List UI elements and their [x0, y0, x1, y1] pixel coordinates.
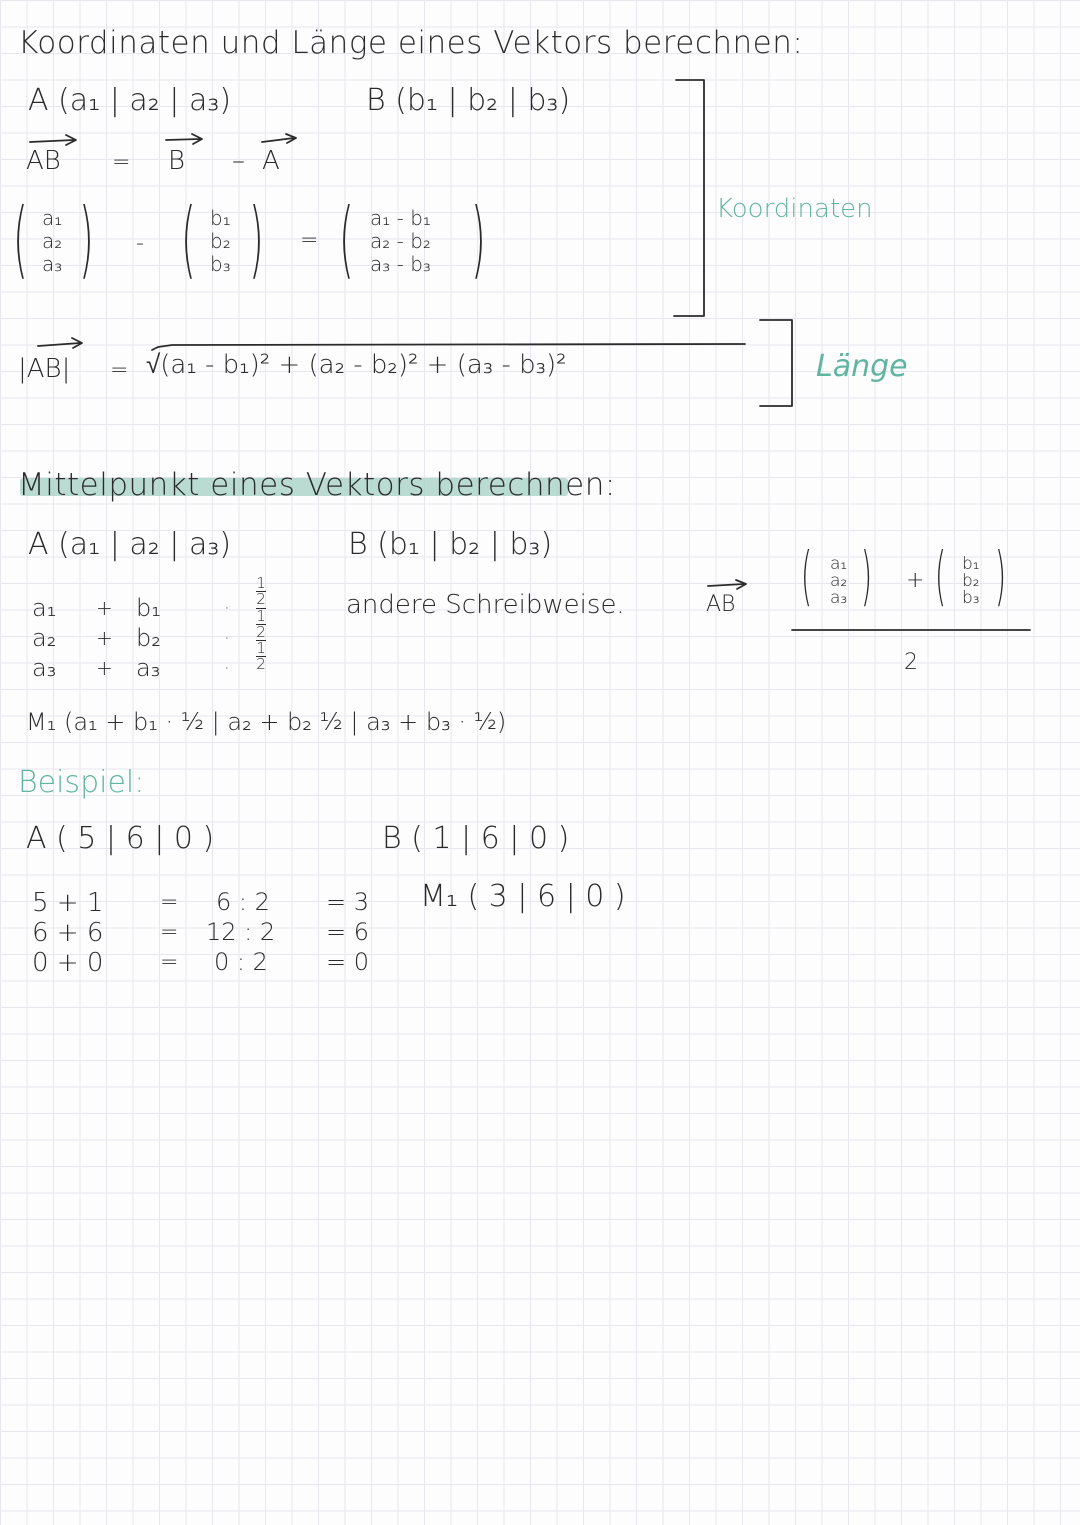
alt-column-b [962, 556, 980, 607]
length-formula: √(a₁ - b₁)² + (a₂ - b₂)² + (a₃ - b₃)² [146, 350, 567, 380]
dot: · [224, 658, 230, 679]
point-a-definition: A (a₁ | a₂ | a₃) [28, 527, 232, 562]
column-b-3: b₃ [210, 252, 231, 276]
dot: · [224, 598, 230, 619]
midpoint-formula: M₁ (a₁ + b₁ · ½ | a₂ + b₂ ½ | a₃ + b₃ · ½) [26, 708, 507, 736]
row-3-op: + [96, 656, 113, 680]
column-vector-a [42, 207, 62, 276]
paren-left: ( [339, 190, 354, 288]
paren-right: ) [860, 540, 873, 614]
row-2-op: + [96, 626, 113, 650]
fraction-denominator: 2 [256, 655, 266, 674]
alt-b-2: b₂ [962, 571, 980, 591]
column-b-1: b₁ [210, 206, 231, 230]
vector-b-label: B [168, 146, 186, 176]
point-a-definition: A (a₁ | a₂ | a₃) [28, 83, 232, 118]
example-point-a: A ( 5 | 6 | 0 ) [26, 821, 215, 856]
alt-column-a [830, 556, 847, 607]
alt-b-1: b₁ [962, 554, 980, 574]
paren-right: ) [79, 190, 94, 288]
section1-title: Koordinaten und Länge eines Vektors berechnen: [18, 25, 804, 61]
example-row-1-div: 6 : 2 [216, 888, 270, 916]
paren-left: ( [934, 540, 947, 614]
example-row-2-eq: = [160, 920, 179, 945]
vector-ab-label: AB [26, 146, 61, 176]
column-b-2: b₂ [210, 229, 231, 253]
row-1-right: b₁ [136, 594, 161, 622]
minus-sign: - [136, 231, 144, 256]
paren-right: ) [471, 190, 486, 288]
row-1-left: a₁ [32, 594, 57, 622]
laenge-bracket [760, 320, 792, 406]
example-row-1-result: = 3 [326, 888, 370, 916]
row-3-right: a₃ [136, 654, 161, 682]
alt-a-1: a₁ [830, 554, 848, 574]
example-row-3-eq: = [160, 950, 179, 975]
column-vector-difference [370, 207, 431, 276]
column-a-1: a₁ [42, 206, 63, 230]
arrow-over-ab [30, 135, 76, 145]
example-row-2-sum: 6 + 6 [32, 918, 104, 948]
column-vector-b [210, 207, 231, 276]
equals-sign: = [110, 358, 129, 383]
koordinaten-label: Koordinaten [716, 194, 873, 224]
paren-right: ) [994, 540, 1007, 614]
fraction-denominator: 2 [256, 622, 266, 641]
laenge-label: Länge [816, 349, 908, 384]
difference-2: a₂ - b₂ [370, 229, 431, 253]
example-row-1-sum: 5 + 1 [32, 888, 104, 918]
example-row-3-div: 0 : 2 [214, 948, 268, 976]
alt-plus-sign: + [906, 568, 925, 593]
arrow-over-b [166, 134, 202, 144]
example-label: Beispiel: [18, 765, 145, 800]
difference-3: a₃ - b₃ [370, 252, 431, 276]
paren-left: ( [181, 190, 196, 288]
fraction-numerator: 1 [256, 574, 266, 592]
arrow-over-a [262, 134, 296, 143]
point-b-definition: B (b₁ | b₂ | b₃) [366, 83, 571, 118]
length-lhs: |AB| [18, 354, 71, 384]
minus-sign: – [232, 146, 245, 176]
alt-denominator: 2 [904, 650, 918, 675]
example-row-2-div: 12 : 2 [206, 918, 276, 946]
alt-a-3: a₃ [830, 588, 848, 608]
point-b-definition: B (b₁ | b₂ | b₃) [348, 527, 553, 562]
paren-right: ) [249, 190, 264, 288]
alt-vector-ab: AB [706, 592, 736, 617]
section2-title: Mittelpunkt eines Vektors berechnen: [18, 467, 616, 503]
arrow-over-ab-length [38, 338, 82, 348]
equals-sign: = [300, 228, 319, 253]
row-2-right: b₂ [136, 624, 161, 652]
koordinaten-bracket [674, 80, 704, 316]
example-row-3-result: = 0 [326, 948, 370, 976]
vector-a-label: A [262, 146, 280, 176]
column-a-2: a₂ [42, 229, 63, 253]
fraction-denominator: 2 [256, 590, 266, 609]
row-3-left: a₃ [32, 654, 57, 682]
example-row-2-result: = 6 [326, 918, 370, 946]
paren-left: ( [13, 190, 28, 288]
example-midpoint-result: M₁ ( 3 | 6 | 0 ) [420, 879, 626, 914]
paren-left: ( [800, 540, 813, 614]
alt-b-3: b₃ [962, 588, 980, 608]
dot: · [224, 628, 230, 649]
arrow-over-alt-ab [708, 580, 746, 589]
alternative-notation-label: andere Schreibweise. [346, 590, 625, 620]
column-a-3: a₃ [42, 252, 63, 276]
fraction-numerator: 1 [256, 606, 266, 625]
equals-sign: = [112, 150, 131, 175]
example-point-b: B ( 1 | 6 | 0 ) [382, 821, 570, 856]
example-row-1-eq: = [160, 890, 179, 915]
fraction-numerator: 1 [256, 639, 266, 658]
example-row-3-sum: 0 + 0 [32, 948, 104, 978]
row-2-left: a₂ [32, 624, 57, 652]
difference-1: a₁ - b₁ [370, 206, 431, 230]
half-factors [256, 576, 266, 673]
row-1-op: + [96, 596, 113, 620]
alt-a-2: a₂ [830, 571, 848, 591]
